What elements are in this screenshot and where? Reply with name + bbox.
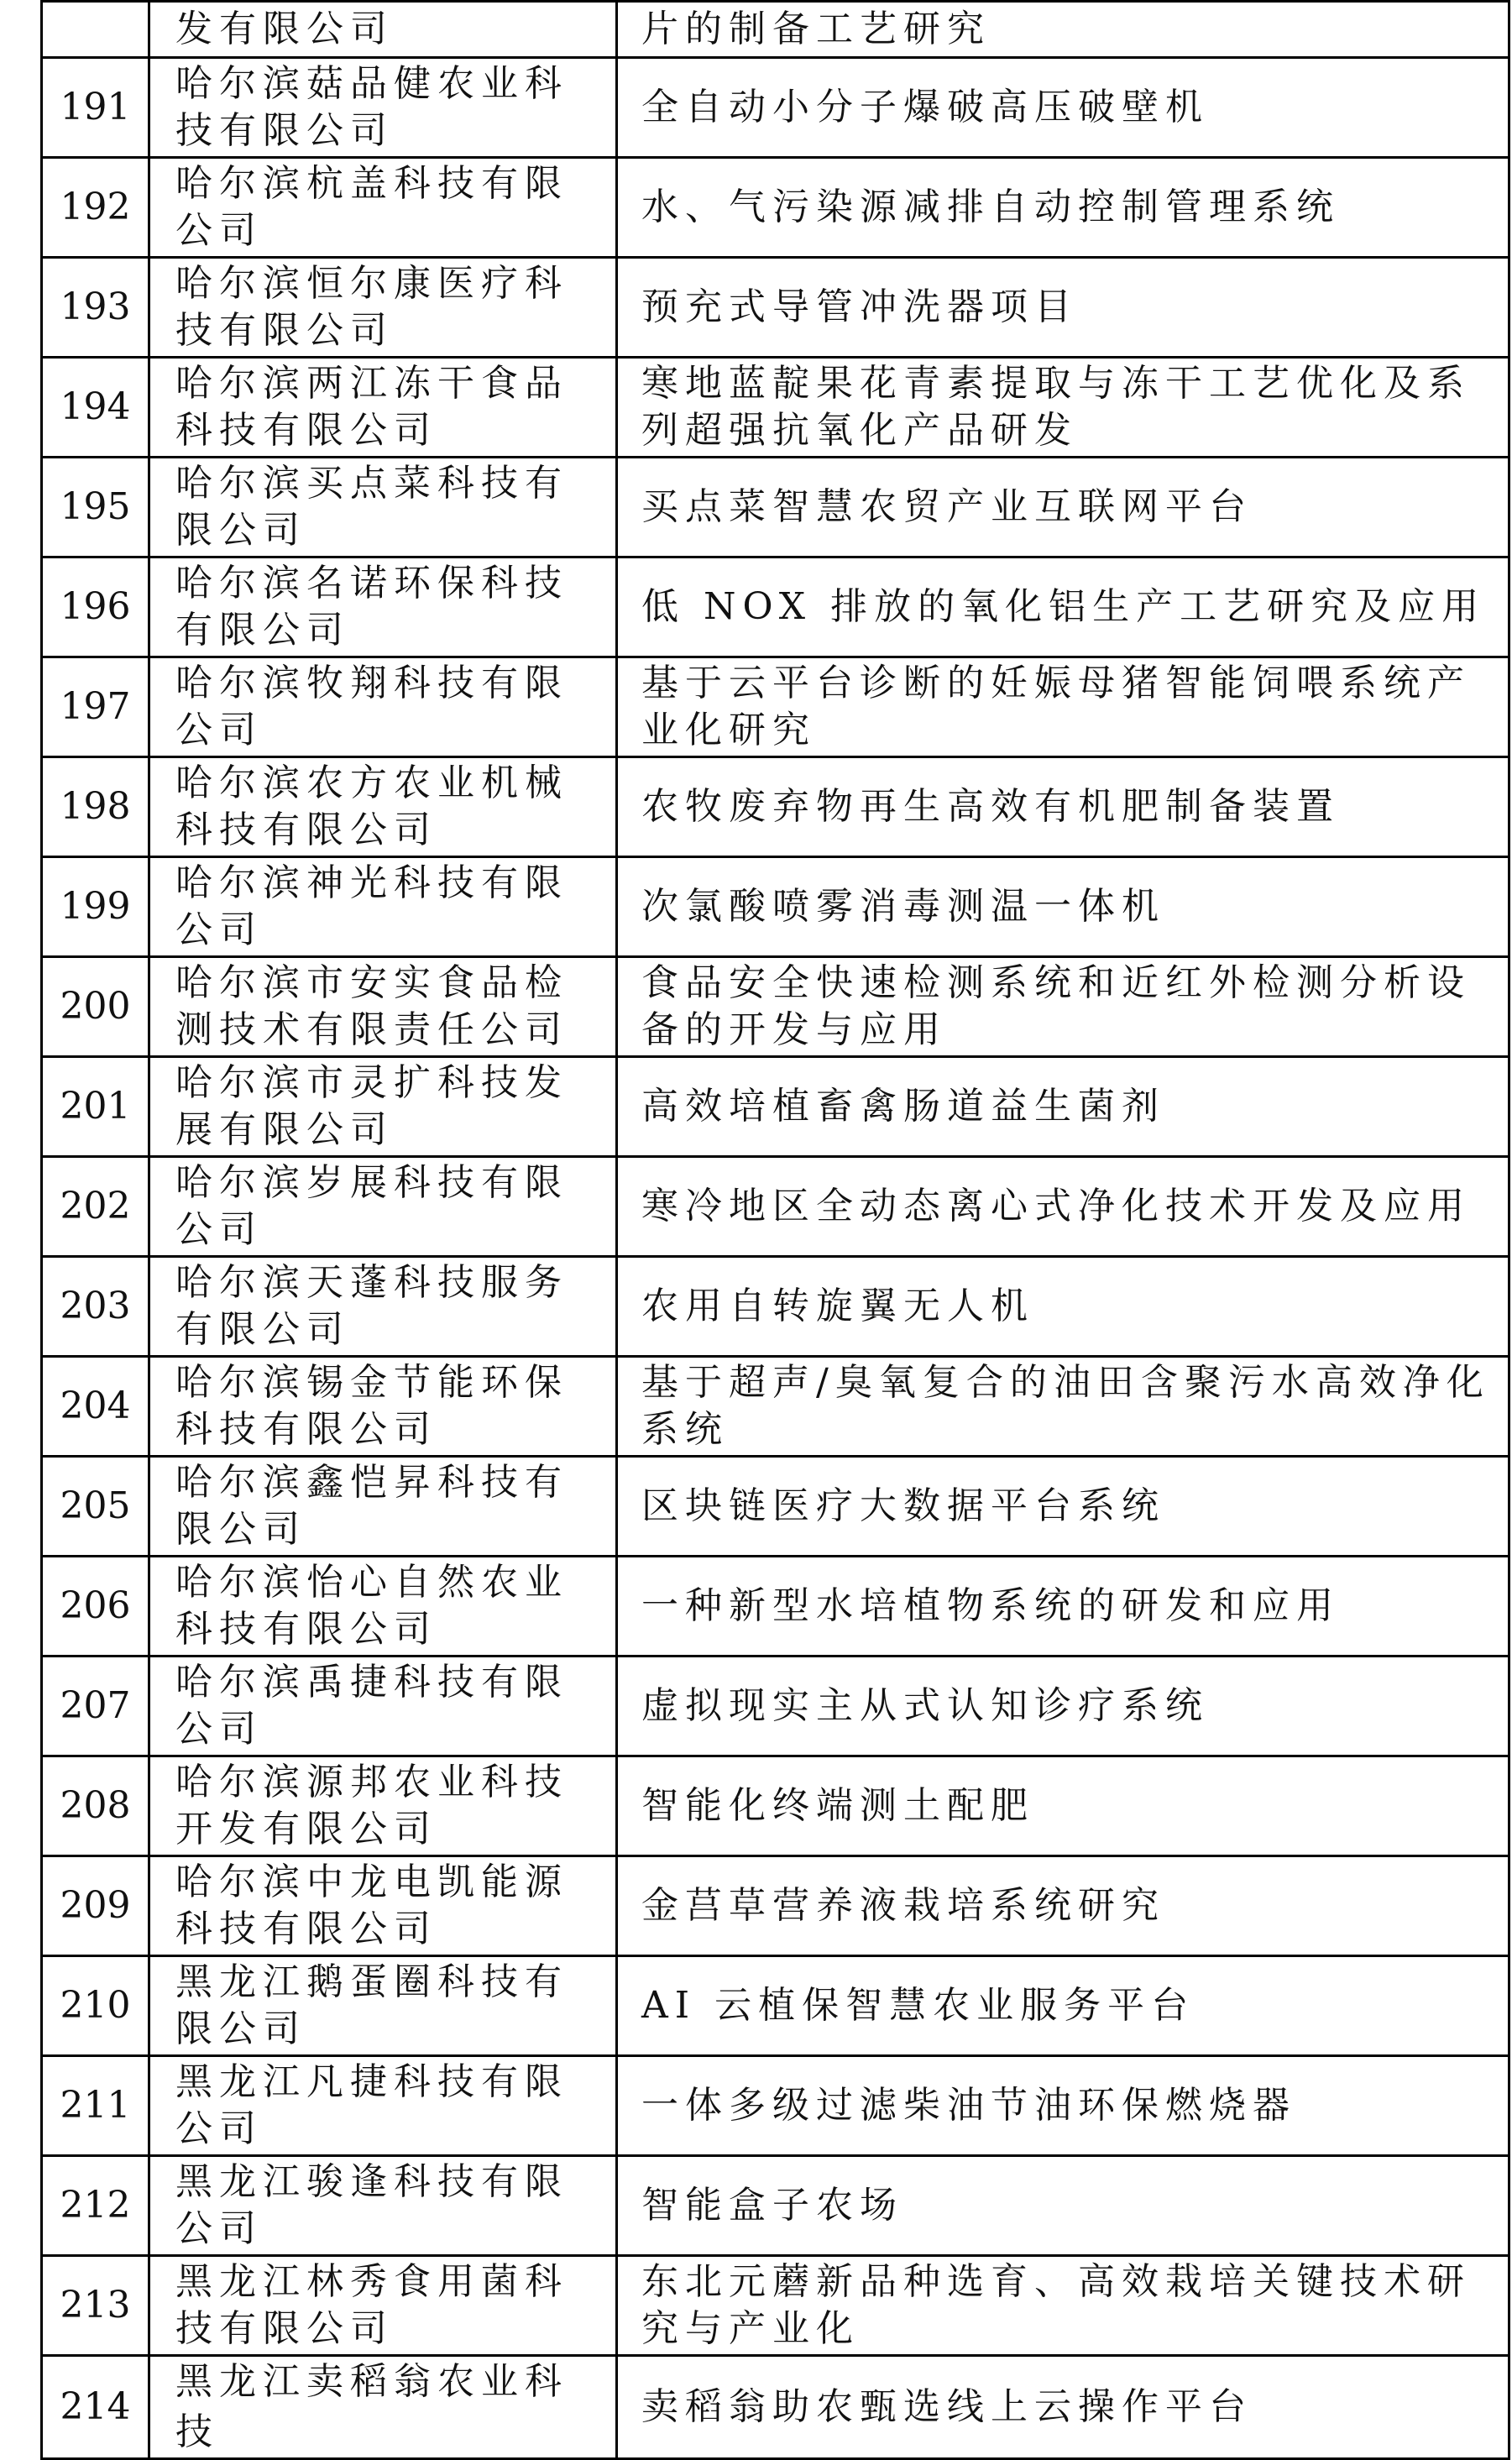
project-name: 全自动小分子爆破高压破壁机 <box>617 58 1509 158</box>
company-name: 哈尔滨锡金节能环保科技有限公司 <box>149 1357 617 1457</box>
table-row <box>42 1756 1509 1856</box>
table-row <box>42 1657 1509 1756</box>
project-name: 水、气污染源减排自动控制管理系统 <box>617 158 1509 258</box>
company-name: 哈尔滨杭盖科技有限公司 <box>149 158 617 258</box>
table-row <box>42 1157 1509 1257</box>
project-name: AI 云植保智慧农业服务平台 <box>617 1956 1509 2056</box>
project-name: 食品安全快速检测系统和近红外检测分析设备的开发与应用 <box>617 957 1509 1057</box>
table-row <box>42 757 1509 857</box>
project-name: 智能化终端测土配肥 <box>617 1756 1509 1856</box>
project-name: 基于云平台诊断的妊娠母猪智能饲喂系统产业化研究 <box>617 657 1509 757</box>
company-name: 哈尔滨买点菜科技有限公司 <box>149 458 617 557</box>
row-number: 200 <box>42 957 149 1057</box>
project-name: 卖稻翁助农甄选线上云操作平台 <box>617 2356 1509 2459</box>
row-number: 201 <box>42 1057 149 1157</box>
project-name: 农用自转旋翼无人机 <box>617 1257 1509 1357</box>
company-name: 哈尔滨牧翔科技有限公司 <box>149 657 617 757</box>
table-row <box>42 258 1509 358</box>
company-name: 哈尔滨源邦农业科技开发有限公司 <box>149 1756 617 1856</box>
company-name: 哈尔滨岁展科技有限公司 <box>149 1157 617 1257</box>
row-number: 206 <box>42 1557 149 1657</box>
company-name: 哈尔滨名诺环保科技有限公司 <box>149 557 617 657</box>
project-name: 高效培植畜禽肠道益生菌剂 <box>617 1057 1509 1157</box>
project-name: 区块链医疗大数据平台系统 <box>617 1457 1509 1557</box>
project-name: 预充式导管冲洗器项目 <box>617 258 1509 358</box>
row-number: 208 <box>42 1756 149 1856</box>
row-number: 193 <box>42 258 149 358</box>
project-name: 买点菜智慧农贸产业互联网平台 <box>617 458 1509 557</box>
company-name: 哈尔滨神光科技有限公司 <box>149 857 617 957</box>
table-row <box>42 1257 1509 1357</box>
company-name: 哈尔滨市安实食品检测技术有限责任公司 <box>149 957 617 1057</box>
row-number: 210 <box>42 1956 149 2056</box>
project-name: 虚拟现实主从式认知诊疗系统 <box>617 1657 1509 1756</box>
company-name: 哈尔滨鑫恺昇科技有限公司 <box>149 1457 617 1557</box>
project-name: 片的制备工艺研究 <box>617 2 1509 58</box>
row-number: 203 <box>42 1257 149 1357</box>
project-table <box>40 0 1510 2460</box>
project-name: 寒冷地区全动态离心式净化技术开发及应用 <box>617 1157 1509 1257</box>
project-name: 农牧废弃物再生高效有机肥制备装置 <box>617 757 1509 857</box>
company-name: 哈尔滨两江冻干食品科技有限公司 <box>149 358 617 458</box>
company-name: 哈尔滨禹捷科技有限公司 <box>149 1657 617 1756</box>
row-number: 191 <box>42 58 149 158</box>
row-number: 192 <box>42 158 149 258</box>
row-number: 211 <box>42 2056 149 2156</box>
company-name: 黑龙江鹅蛋圈科技有限公司 <box>149 1956 617 2056</box>
table-row <box>42 458 1509 557</box>
table-row <box>42 58 1509 158</box>
row-number: 199 <box>42 857 149 957</box>
row-number: 197 <box>42 657 149 757</box>
project-name: 寒地蓝靛果花青素提取与冻干工艺优化及系列超强抗氧化产品研发 <box>617 358 1509 458</box>
row-number: 209 <box>42 1856 149 1956</box>
company-name: 发有限公司 <box>149 2 617 58</box>
table-row <box>42 2356 1509 2459</box>
table-row <box>42 1956 1509 2056</box>
row-number: 204 <box>42 1357 149 1457</box>
project-name: 智能盒子农场 <box>617 2156 1509 2256</box>
table-row <box>42 2256 1509 2356</box>
company-name: 哈尔滨怡心自然农业科技有限公司 <box>149 1557 617 1657</box>
table-row <box>42 2156 1509 2256</box>
table-row <box>42 2056 1509 2156</box>
project-name: 金莒草营养液栽培系统研究 <box>617 1856 1509 1956</box>
table-row <box>42 1357 1509 1457</box>
row-number: 195 <box>42 458 149 557</box>
project-name: 低 NOX 排放的氧化铝生产工艺研究及应用 <box>617 557 1509 657</box>
table-row <box>42 1457 1509 1557</box>
company-name: 黑龙江骏逢科技有限公司 <box>149 2156 617 2256</box>
row-number: 214 <box>42 2356 149 2459</box>
table-row <box>42 857 1509 957</box>
table-row <box>42 1057 1509 1157</box>
table-row <box>42 358 1509 458</box>
table-row <box>42 1557 1509 1657</box>
company-name: 哈尔滨中龙电凯能源科技有限公司 <box>149 1856 617 1956</box>
row-number: 202 <box>42 1157 149 1257</box>
company-name: 哈尔滨市灵扩科技发展有限公司 <box>149 1057 617 1157</box>
row-number: 213 <box>42 2256 149 2356</box>
row-number <box>42 2 149 58</box>
row-number: 196 <box>42 557 149 657</box>
project-name: 一种新型水培植物系统的研发和应用 <box>617 1557 1509 1657</box>
table-row <box>42 657 1509 757</box>
project-name: 一体多级过滤柴油节油环保燃烧器 <box>617 2056 1509 2156</box>
company-name: 黑龙江凡捷科技有限公司 <box>149 2056 617 2156</box>
table-row <box>42 557 1509 657</box>
project-name: 基于超声/臭氧复合的油田含聚污水高效净化系统 <box>617 1357 1509 1457</box>
company-name: 黑龙江卖稻翁农业科技 <box>149 2356 617 2459</box>
company-name: 哈尔滨菇品健农业科技有限公司 <box>149 58 617 158</box>
table-row <box>42 2 1509 58</box>
row-number: 212 <box>42 2156 149 2256</box>
project-name: 东北元蘑新品种选育、高效栽培关键技术研究与产业化 <box>617 2256 1509 2356</box>
row-number: 205 <box>42 1457 149 1557</box>
row-number: 194 <box>42 358 149 458</box>
company-name: 哈尔滨恒尔康医疗科技有限公司 <box>149 258 617 358</box>
row-number: 198 <box>42 757 149 857</box>
company-name: 哈尔滨天蓬科技服务有限公司 <box>149 1257 617 1357</box>
company-name: 黑龙江林秀食用菌科技有限公司 <box>149 2256 617 2356</box>
company-name: 哈尔滨农方农业机械科技有限公司 <box>149 757 617 857</box>
table-row <box>42 158 1509 258</box>
project-name: 次氯酸喷雾消毒测温一体机 <box>617 857 1509 957</box>
table-row <box>42 1856 1509 1956</box>
table-row <box>42 957 1509 1057</box>
row-number: 207 <box>42 1657 149 1756</box>
